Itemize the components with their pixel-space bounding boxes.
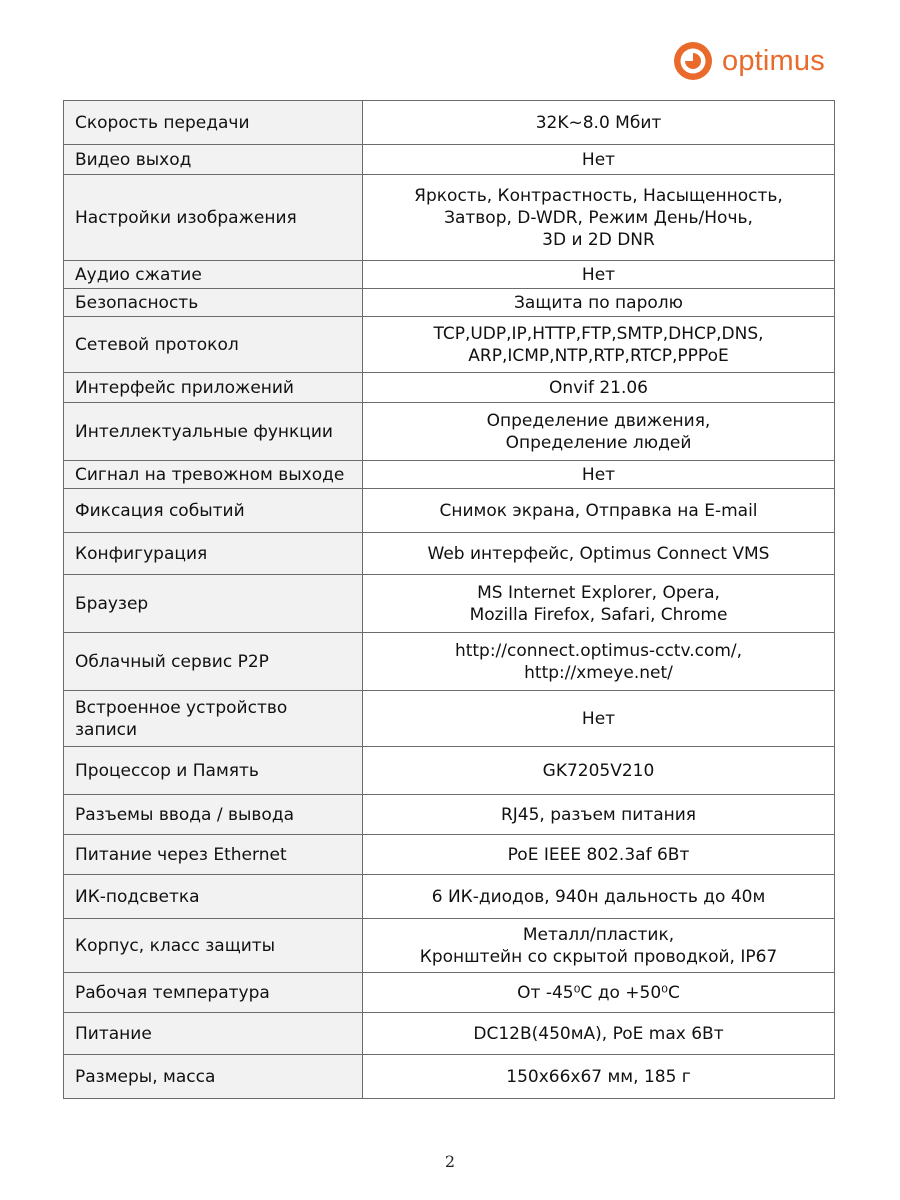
spec-param-label: Конфигурация (64, 533, 363, 575)
optimus-logo-icon (672, 40, 714, 82)
spec-value-line: Mozilla Firefox, Safari, Chrome (469, 604, 728, 625)
spec-value (363, 101, 835, 145)
spec-value-line: От -45⁰С до +50⁰С (517, 982, 680, 1003)
spec-value (363, 403, 835, 461)
spec-value (363, 317, 835, 373)
spec-param-label: Питание (64, 1013, 363, 1055)
spec-param-label: Сигнал на тревожном выходе (64, 461, 363, 489)
spec-param-label: Рабочая температура (64, 973, 363, 1013)
spec-value-line: http://xmeye.net/ (524, 662, 673, 683)
spec-param-label: Встроенное устройство записи (64, 691, 363, 747)
spec-value-line: Нет (581, 464, 616, 485)
spec-value-line: Затвор, D-WDR, Режим День/Ночь, (444, 207, 753, 228)
spec-row (64, 261, 835, 289)
spec-param-label: Сетевой протокол (64, 317, 363, 373)
spec-value-line: Яркость, Контрастность, Насыщенность, (414, 185, 783, 206)
spec-param-label: Фиксация событий (64, 489, 363, 533)
spec-param-label: Скорость передачи (64, 101, 363, 145)
spec-value (363, 261, 835, 289)
spec-value (363, 289, 835, 317)
brand-logo (672, 40, 825, 82)
spec-value (363, 633, 835, 691)
spec-param-label: Разъемы ввода / вывода (64, 795, 363, 835)
spec-row (64, 919, 835, 973)
spec-value-line: Металл/пластик, (522, 924, 675, 945)
spec-value (363, 145, 835, 175)
spec-value-line: PoE IEEE 802.3af 6Вт (507, 844, 690, 865)
spec-value (363, 373, 835, 403)
spec-value-line: Кронштейн со скрытой проводкой, IP67 (419, 946, 778, 967)
spec-value-line: GK7205V210 (542, 760, 655, 781)
spec-row (64, 747, 835, 795)
spec-row (64, 317, 835, 373)
spec-param-label: Процессор и Память (64, 747, 363, 795)
spec-value (363, 835, 835, 875)
spec-value-line: TCP,UDP,IP,HTTP,FTP,SMTP,DHCP,DNS, (433, 323, 764, 344)
spec-row (64, 289, 835, 317)
spec-value-line: Нет (581, 264, 616, 285)
spec-row (64, 1013, 835, 1055)
spec-param-label: Безопасность (64, 289, 363, 317)
spec-value-line: Защита по паролю (514, 292, 683, 313)
spec-value-line: DC12В(450мА), PoE max 6Вт (473, 1023, 724, 1044)
spec-value (363, 461, 835, 489)
spec-value-line: 150х66х67 мм, 185 г (506, 1066, 691, 1087)
spec-param-label: Облачный сервис P2P (64, 633, 363, 691)
spec-param-label: Размеры, масса (64, 1055, 363, 1099)
spec-value (363, 1055, 835, 1099)
spec-param-label: Интеллектуальные функции (64, 403, 363, 461)
spec-value-line: ARP,ICMP,NTP,RTP,RTCP,PPPoE (468, 345, 729, 366)
spec-row (64, 691, 835, 747)
spec-value (363, 795, 835, 835)
spec-param-label: Питание через Ethernet (64, 835, 363, 875)
spec-value-line: 32K~8.0 Мбит (535, 112, 662, 133)
spec-param-label: Настройки изображения (64, 175, 363, 261)
spec-row (64, 489, 835, 533)
spec-value (363, 919, 835, 973)
spec-table (63, 100, 835, 1099)
page-number: 2 (444, 1152, 456, 1171)
spec-value-line: Onvif 21.06 (549, 377, 648, 398)
spec-row (64, 795, 835, 835)
spec-row (64, 145, 835, 175)
spec-row (64, 175, 835, 261)
spec-param-label: ИК-подсветка (64, 875, 363, 919)
spec-row (64, 575, 835, 633)
spec-row (64, 633, 835, 691)
spec-row (64, 875, 835, 919)
brand-name: optimus (722, 44, 825, 77)
spec-row (64, 373, 835, 403)
spec-param-label: Браузер (64, 575, 363, 633)
spec-row (64, 835, 835, 875)
spec-value-line: Снимок экрана, Отправка на E-mail (439, 500, 758, 521)
spec-value (363, 489, 835, 533)
spec-row (64, 461, 835, 489)
spec-value-line: Нет (581, 708, 616, 729)
spec-value-line: MS Internet Explorer, Opera, (477, 582, 720, 603)
spec-value-line: http://connect.optimus-cctv.com/, (454, 640, 743, 661)
spec-value (363, 175, 835, 261)
spec-value-line: Web интерфейс, Optimus Connect VMS (427, 543, 770, 564)
spec-param-label: Интерфейс приложений (64, 373, 363, 403)
spec-value (363, 533, 835, 575)
spec-value (363, 875, 835, 919)
spec-row (64, 101, 835, 145)
spec-row (64, 403, 835, 461)
spec-param-label: Видео выход (64, 145, 363, 175)
spec-row (64, 973, 835, 1013)
spec-param-label: Корпус, класс защиты (64, 919, 363, 973)
spec-row (64, 533, 835, 575)
spec-value-line: RJ45, разъем питания (500, 804, 697, 825)
spec-value (363, 747, 835, 795)
spec-value-line: Определение движения, (486, 410, 711, 431)
spec-value-line: 6 ИК-диодов, 940н дальность до 40м (431, 886, 766, 907)
spec-row (64, 1055, 835, 1099)
spec-param-label: Аудио сжатие (64, 261, 363, 289)
spec-value-line: 3D и 2D DNR (542, 229, 655, 250)
spec-value (363, 973, 835, 1013)
spec-value-line: Определение людей (505, 432, 692, 453)
spec-value (363, 575, 835, 633)
spec-value (363, 691, 835, 747)
spec-value-line: Нет (581, 149, 616, 170)
spec-value (363, 1013, 835, 1055)
